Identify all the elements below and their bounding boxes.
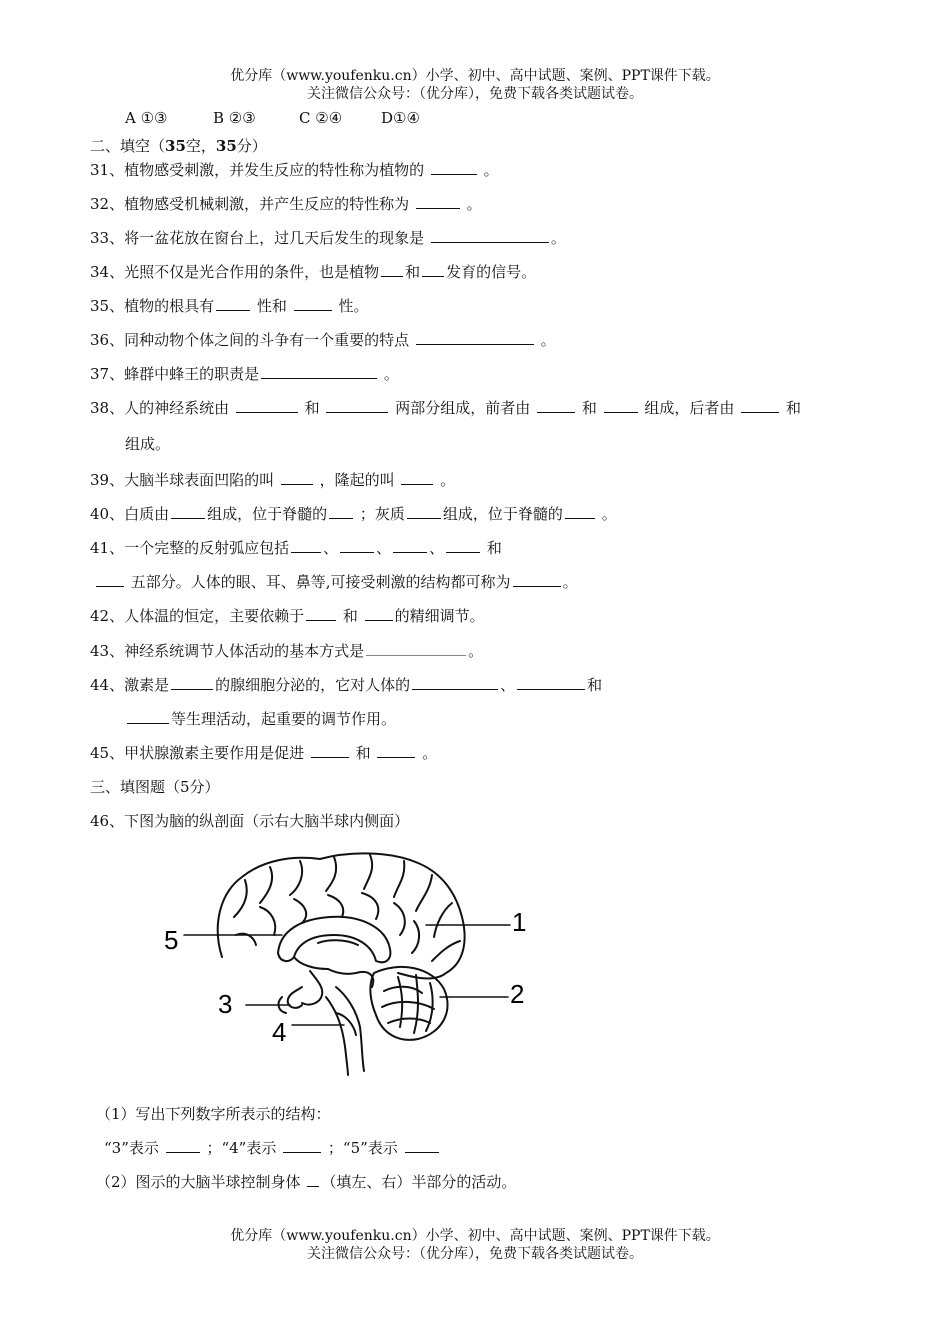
answer-blank [171,504,205,519]
answer-blank [261,364,377,379]
section-3-heading: 三、填图题（5分） [90,778,220,796]
question-45: 45、甲状腺激素主要作用是促进 和 。 [90,744,438,762]
answer-blank [171,675,213,690]
answer-blank [412,675,498,690]
question-46-part-1: （1）写出下列数字所表示的结构： [96,1105,331,1123]
answer-blank [431,228,549,243]
choice-options [125,108,420,128]
answer-blank [407,504,441,519]
label-1: 1 [512,907,527,937]
answer-blank [422,262,444,277]
answer-blank [565,504,595,519]
label-5: 5 [164,925,179,955]
question-38: 38、人的神经系统由 和 两部分组成，前者由 和 组成，后者由 和 [90,399,801,417]
question-44: 44、激素是 的腺细胞分泌的，它对人体的 、 和 [90,676,603,694]
answer-blank [326,398,388,413]
question-46-part-2: （2）图示的大脑半球控制身体 （填左、右）半部分的活动。 [96,1173,517,1191]
question-44-continued: 等生理活动，起重要的调节作用。 [125,709,396,729]
label-4: 4 [272,1017,287,1047]
answer-blank [416,194,460,209]
label-2: 2 [510,979,525,1009]
header-line-2: 关注微信公众号：（优分库），免费下载各类试题试卷。 [307,86,643,102]
answer-blank [96,572,124,587]
answer-blank [741,398,779,413]
cerebellum [370,967,447,1040]
answer-blank [329,504,353,519]
question-38-continued: 组成。 [125,435,171,453]
choice-b: B ②③ [213,109,256,127]
question-31: 31、植物感受刺激，并发生反应的特性称为植物的 。 [90,161,499,179]
choice-d: D①④ [381,109,420,127]
answer-blank [311,743,349,758]
question-32: 32、植物感受机械刺激，并产生反应的特性称为 。 [90,195,482,213]
question-36: 36、同种动物个体之间的斗争有一个重要的特点 。 [90,331,556,349]
answer-blank [306,606,336,621]
question-46-title: 46、下图为脑的纵剖面（示右大脑半球内侧面） [90,812,410,830]
brain-section-diagram [150,845,550,1080]
question-43: 43、神经系统调节人体活动的基本方式是 。 [90,642,484,660]
header-line-1: 优分库（www.youfenku.cn）小学、初中、高中试题、案例、PPT课件下载。 [230,68,720,84]
answer-blank [340,538,374,553]
brainstem [336,987,364,1071]
question-37: 37、蜂群中蜂王的职责是 。 [90,365,399,383]
question-42: 42、人体温的恒定，主要依赖于 和 的精细调节。 [90,607,485,625]
answer-blank [537,398,575,413]
answer-blank [405,1138,439,1153]
answer-blank [236,398,298,413]
question-33: 33、将一盆花放在窗台上，过几天后发生的现象是 。 [90,229,566,247]
answer-blank [365,606,393,621]
answer-blank [127,709,169,724]
answer-blank [431,160,477,175]
answer-blank [283,1138,321,1153]
answer-blank [291,538,321,553]
answer-blank [294,296,332,311]
answer-blank [393,538,427,553]
answer-blank [377,743,415,758]
answer-blank [604,398,638,413]
question-39: 39、大脑半球表面凹陷的叫 ，隆起的叫 。 [90,471,456,489]
footer-line-2: 关注微信公众号：（优分库），免费下载各类试题试卷。 [307,1246,643,1262]
choice-a: A ①③ [125,109,168,127]
footer-line-1: 优分库（www.youfenku.cn）小学、初中、高中试题、案例、PPT课件下载。 [230,1228,720,1244]
question-46-items: “3”表示 ；“4”表示 ；“5”表示 [104,1138,441,1158]
question-35: 35、植物的根具有 性和 性。 [90,297,369,315]
page-footer [0,1227,950,1263]
answer-blank [216,296,250,311]
section-2-heading: 二、填空（35空，35分） [90,137,267,155]
question-41: 41、一个完整的反射弧应包括 、 、 、 和 [90,539,502,557]
question-40: 40、白质由 组成，位于脊髓的 ；灰质 组成，位于脊髓的 。 [90,505,617,523]
choice-c: C ②④ [299,109,343,127]
question-34: 34、光照不仅是光合作用的条件，也是植物 和 发育的信号。 [90,263,537,281]
answer-blank [416,330,534,345]
answer-blank [381,262,403,277]
answer-blank [366,641,466,656]
answer-blank [446,538,480,553]
answer-blank [517,675,585,690]
answer-blank [513,572,561,587]
page-header [0,67,950,103]
answer-blank [307,1172,319,1187]
question-41-continued: 五部分。人体的眼、耳、鼻等,可接受刺激的结构都可称为 。 [94,572,578,592]
answer-blank [281,470,313,485]
answer-blank [166,1138,200,1153]
answer-blank [401,470,433,485]
label-3: 3 [218,989,233,1019]
